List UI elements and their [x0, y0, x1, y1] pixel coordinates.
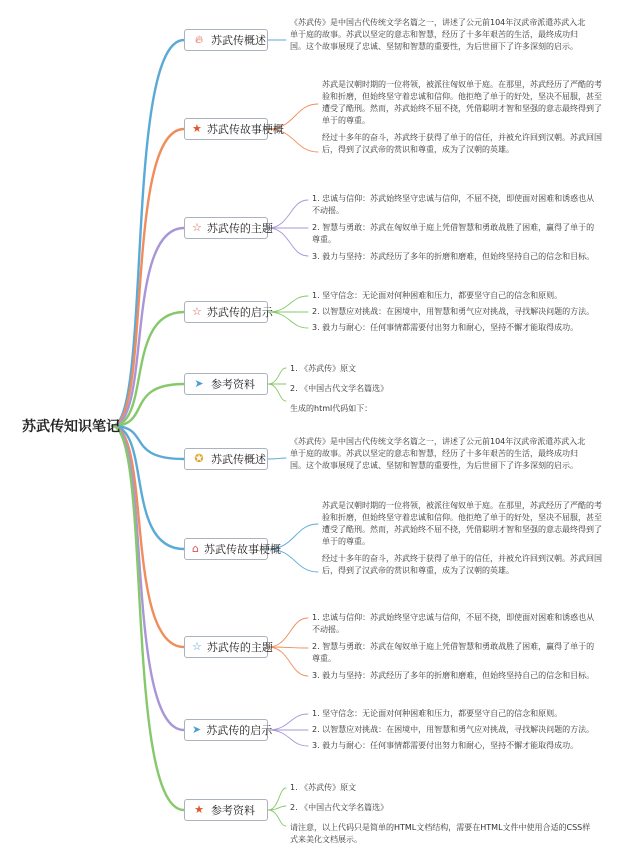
mindmap-root-title: 苏武传知识笔记: [22, 419, 120, 435]
paper-plane-icon: ➤: [194, 377, 204, 390]
branch-connector: [112, 40, 184, 426]
topic-overview-2[interactable]: [184, 448, 268, 470]
note-connector: [268, 384, 286, 401]
note-paragraph: 1. 《苏武传》原文: [290, 783, 357, 792]
branch-connector: [112, 426, 184, 549]
note-paragraph: 《苏武传》是中国古代传统文学名篇之一，讲述了公元前104年汉武帝派遣苏武入北单于庭的故事。苏武以坚定的意志和智慧，经历了十多年艰苦的生活，最终成功归国。这个故事展现了忠诚、坚韧和智慧的重要性，为后世留下了许多深刻的启示。: [290, 18, 586, 51]
note-connector: [268, 458, 286, 459]
note-paragraph: 2. 《中国古代文学名篇选》: [290, 384, 389, 393]
themes-note-2: [312, 612, 602, 682]
references-note-2: [290, 782, 595, 846]
topic-label: 苏武传故事梗概: [206, 123, 284, 136]
topic-label: 苏武传的启示: [206, 306, 273, 319]
note-paragraph: 经过十多年的奋斗，苏武终于获得了单于的信任，并被允许回到汉朝。苏武回国后，得到了汉武帝的赏识和尊重，成为了汉朝的英雄。: [322, 133, 602, 154]
flame-icon: 🔥︎: [194, 33, 204, 46]
topic-references[interactable]: [184, 373, 268, 395]
note-paragraph: 3. 毅力与耐心：任何事情都需要付出努力和耐心，坚持不懈才能取得成功。: [312, 741, 579, 750]
star-icon: ★: [192, 122, 202, 135]
branch-connector: [112, 426, 184, 810]
overview-note-2: [290, 436, 590, 472]
note-paragraph: 2. 以智慧应对挑战：在困境中，用智慧和勇气应对挑战，寻找解决问题的方法。: [312, 307, 595, 316]
topic-label: 苏武传的启示: [206, 724, 273, 737]
note-paragraph: 《苏武传》是中国古代传统文学名篇之一，讲述了公元前104年汉武帝派遣苏武入北单于庭的故事。苏武以坚定的意志和智慧，经历了十多年艰苦的生活，最终成功归国。这个故事展现了忠诚、坚韧和智慧的重要性，为后世留下了许多深刻的启示。: [290, 437, 586, 470]
topic-insights-2[interactable]: [184, 719, 273, 741]
note-paragraph: 1. 忠诚与信仰：苏武始终坚守忠诚与信仰，不屈不挠，即使面对困难和诱惑也从不动摇。: [312, 194, 595, 215]
note-paragraph: 2. 以智慧应对挑战：在困境中，用智慧和勇气应对挑战，寻找解决问题的方法。: [312, 725, 595, 734]
note-paragraph: 3. 毅力与耐心：任何事情都需要付出努力和耐心，坚持不懈才能取得成功。: [312, 323, 579, 332]
branch-connector: [112, 426, 184, 730]
story-summary-note: [322, 79, 604, 156]
note-connector: [268, 730, 308, 746]
note-connector: [268, 228, 308, 256]
topic-label: 苏武传故事梗概: [203, 543, 281, 556]
note-paragraph: 经过十多年的奋斗，苏武终于获得了单于的信任，并被允许回到汉朝。苏武回国后，得到了汉武帝的赏识和尊重，成为了汉朝的英雄。: [322, 554, 602, 575]
note-paragraph: 3. 毅力与坚持：苏武经历了多年的折磨和磨难，但始终坚持自己的信念和目标。: [312, 671, 595, 680]
topic-label: 苏武传概述: [211, 453, 266, 466]
star-outline-icon: ☆: [192, 305, 202, 318]
topic-themes[interactable]: [184, 217, 273, 239]
topic-label: 苏武传的主题: [206, 641, 273, 654]
note-paragraph: 生成的html代码如下：: [290, 404, 373, 413]
note-paragraph: 1. 忠诚与信仰：苏武始终坚守忠诚与信仰，不屈不挠，即使面对困难和诱惑也从不动摇。: [312, 613, 595, 634]
overview-note: [290, 17, 590, 53]
note-connector: [268, 618, 308, 647]
star-outline-icon: ☆: [192, 221, 202, 234]
topic-insights[interactable]: [184, 301, 273, 323]
note-connector: [268, 810, 286, 826]
note-connector: [268, 200, 308, 228]
topic-themes-2[interactable]: [184, 636, 273, 658]
insights-note-2: [312, 708, 607, 752]
star-icon: ★: [194, 803, 204, 816]
topic-label: 苏武传概述: [211, 34, 266, 47]
home-icon: ⌂: [192, 542, 199, 555]
note-paragraph: 2. 《中国古代文学名篇选》: [290, 803, 389, 812]
note-paragraph: 1. 《苏武传》原文: [290, 364, 357, 373]
topic-story-summary[interactable]: [184, 118, 284, 140]
topic-label: 参考资料: [211, 804, 255, 817]
note-paragraph: 请注意，以上代码只是简单的HTML文档结构，需要在HTML文件中使用合适的CSS样式来美化文档展示。: [290, 823, 591, 844]
topic-overview[interactable]: [184, 29, 268, 51]
note-paragraph: 1. 坚守信念：无论面对何种困难和压力，都要坚守自己的信念和原则。: [312, 709, 563, 718]
topic-label: 苏武传的主题: [206, 222, 273, 235]
star-outline-icon: ☆: [192, 640, 202, 653]
medal-icon: ✪: [194, 452, 204, 465]
note-connector: [268, 368, 286, 384]
themes-note: [312, 193, 602, 263]
note-paragraph: 2. 智慧与勇敢：苏武在匈奴单于庭上凭借智慧和勇敢战胜了困难，赢得了单于的尊重。: [312, 223, 595, 244]
insights-note: [312, 290, 607, 334]
note-paragraph: 苏武是汉朝时期的一位将领，被派往匈奴单于庭。在那里，苏武经历了严酷的考验和折磨，但始终坚守着忠诚和信仰。他拒绝了单于的好处，坚决不屈服，甚至遭受了酷刑。然而，苏武始终不屈不挠，凭借聪明才智和坚强的意志最终得到了单于的尊重。: [322, 501, 602, 546]
topic-references-2[interactable]: [184, 799, 268, 821]
paper-plane-icon: ➤: [192, 723, 202, 736]
note-paragraph: 苏武是汉朝时期的一位将领，被派往匈奴单于庭。在那里，苏武经历了严酷的考验和折磨，但始终坚守着忠诚和信仰。他拒绝了单于的好处，坚决不屈服，甚至遭受了酷刑。然而，苏武始终不屈不挠，凭借聪明才智和坚强的意志最终得到了单于的尊重。: [322, 80, 602, 125]
note-connector: [268, 312, 308, 328]
references-note: [290, 363, 590, 415]
note-connector: [268, 647, 308, 676]
note-connector: [268, 714, 308, 730]
note-paragraph: 1. 坚守信念：无论面对何种困难和压力，都要坚守自己的信念和原则。: [312, 291, 563, 300]
branch-connector: [112, 312, 184, 426]
story-summary-note-2: [322, 500, 604, 577]
topic-label: 参考资料: [211, 378, 255, 391]
note-connector: [268, 296, 308, 312]
note-paragraph: 2. 智慧与勇敢：苏武在匈奴单于庭上凭借智慧和勇敢战胜了困难，赢得了单于的尊重。: [312, 642, 595, 663]
topic-story-summary-2[interactable]: [184, 538, 281, 560]
note-paragraph: 3. 毅力与坚持：苏武经历了多年的折磨和磨难，但始终坚持自己的信念和目标。: [312, 252, 595, 261]
